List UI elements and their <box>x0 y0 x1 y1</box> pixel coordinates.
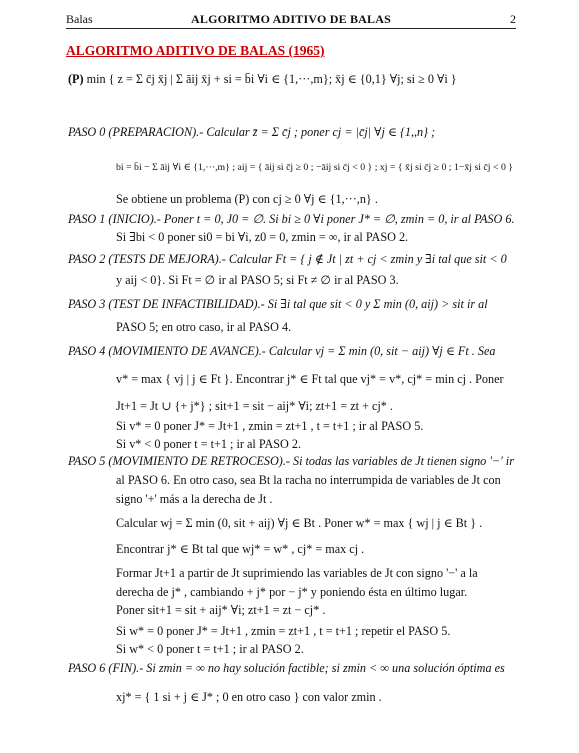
paso-6-line-2: xj* = { 1 si + j ∈ J* ; 0 en otro caso } con valor zmin . <box>116 690 382 704</box>
header-title: ALGORITMO ADITIVO DE BALAS <box>191 12 391 26</box>
page-header <box>66 12 516 29</box>
paso-3-line-2: PASO 5; en otro caso, ir al PASO 4. <box>116 320 292 334</box>
paso-4-line-3: Jt+1 = Jt ∪ {+ j*} ; sit+1 = sit − aij* ∀i; zt+1 = zt + cj* . <box>116 399 393 413</box>
paso-5-line-4: Calcular wj = Σ min (0, sit + aij) ∀j ∈ Bt . Poner w* = max { wj | j ∈ Bt } . <box>116 516 483 530</box>
paso-3-line-1: PASO 3 (TEST DE INFACTIBILIDAD).- Si ∃i tal que sit < 0 y Σ min (0, aij) > sit ir al <box>68 297 488 311</box>
paso-4-line-5: Si v* < 0 poner t = t+1 ; ir al PASO 2. <box>116 437 302 451</box>
paso-5-line-9: Si w* = 0 poner J* = Jt+1 , zmin = zt+1 , t = t+1 ; repetir el PASO 5. <box>116 624 451 638</box>
page-number: 2 <box>510 12 516 26</box>
paso-2-line-1: PASO 2 (TESTS DE MEJORA).- Calcular Ft = { j ∉ Jt | zt + cj < zmin y ∃i tal que sit < 0 <box>68 252 507 266</box>
paso-5-line-8: Poner sit+1 = sit + aij* ∀i; zt+1 = zt − cj* . <box>116 603 326 617</box>
paso-4-line-2: v* = max { vj | j ∈ Ft }. Encontrar j* ∈ Ft tal que vj* = v*, cj* = min cj . Poner <box>116 372 504 386</box>
paso-0-line-1: PASO 0 (PREPARACION).- Calcular z̄ = Σ c̄j ; poner cj = |c̄j| ∀j ∈ {1,,n} ; <box>68 125 436 139</box>
paso-6-line-1: PASO 6 (FIN).- Si zmin = ∞ no hay solución factible; si zmin < ∞ una solución óptima es <box>68 661 505 675</box>
paso-4-line-1: PASO 4 (MOVIMIENTO DE AVANCE).- Calcular vj = Σ min (0, sit − aij) ∀j ∈ Ft . Sea <box>68 344 496 358</box>
paso-5-line-3: signo '+' más a la derecha de Jt . <box>116 492 273 506</box>
paso-1-line-2: Si ∃bi < 0 poner si0 = bi ∀i, z0 = 0, zmin = ∞, ir al PASO 2. <box>116 230 409 244</box>
paso-0-line-3: Se obtiene un problema (P) con cj ≥ 0 ∀j ∈ {1,···,n} . <box>116 192 378 206</box>
paso-5-line-10: Si w* < 0 poner t = t+1 ; ir al PASO 2. <box>116 642 304 656</box>
document-title: ALGORITMO ADITIVO DE BALAS (1965) <box>66 43 325 58</box>
paso-5-line-5: Encontrar j* ∈ Bt tal que wj* = w* , cj* = max cj . <box>116 542 365 556</box>
paso-5-line-7: derecha de j* , cambiando + j* por − j* y poniendo ésta en último lugar. <box>116 585 468 599</box>
problem-definition <box>68 72 457 87</box>
paso-5-line-6: Formar Jt+1 a partir de Jt suprimiendo las variables de Jt con signo '−' a la <box>116 566 478 580</box>
paso-1-line-1: PASO 1 (INICIO).- Poner t = 0, J0 = ∅. Si bi ≥ 0 ∀i poner J* = ∅, zmin = 0, ir al PASO 6. <box>68 212 515 226</box>
problem-label: (P) <box>68 72 84 86</box>
paso-4-line-4: Si v* = 0 poner J* = Jt+1 , zmin = zt+1 , t = t+1 ; ir al PASO 5. <box>116 419 424 433</box>
paso-5-line-1: PASO 5 (MOVIMIENTO DE RETROCESO).- Si todas las variables de Jt tienen signo '−' ir <box>68 454 514 468</box>
problem-text: min { z = Σ c̄j x̄j | Σ āij x̄j + si = b̄i ∀i ∈ {1,···,m}; x̄j ∈ {0,1} ∀j; si ≥ 0 ∀i } <box>86 72 457 86</box>
paso-0-line-2: bi = b̄i − Σ āij ∀i ∈ {1,···,m} ; aij = { āij si c̄j ≥ 0 ; −āij si c̄j < 0 } ; xj = { x̄j si c̄j ≥ 0 ; 1−x̄j si c̄j < 0 } <box>116 162 513 173</box>
header-author: Balas <box>66 12 93 26</box>
paso-5-line-2: al PASO 6. En otro caso, sea Bt la racha no interrumpida de variables de Jt con <box>116 473 501 487</box>
paso-2-line-2: y aij < 0}. Si Ft = ∅ ir al PASO 5; si Ft ≠ ∅ ir al PASO 3. <box>116 273 399 287</box>
